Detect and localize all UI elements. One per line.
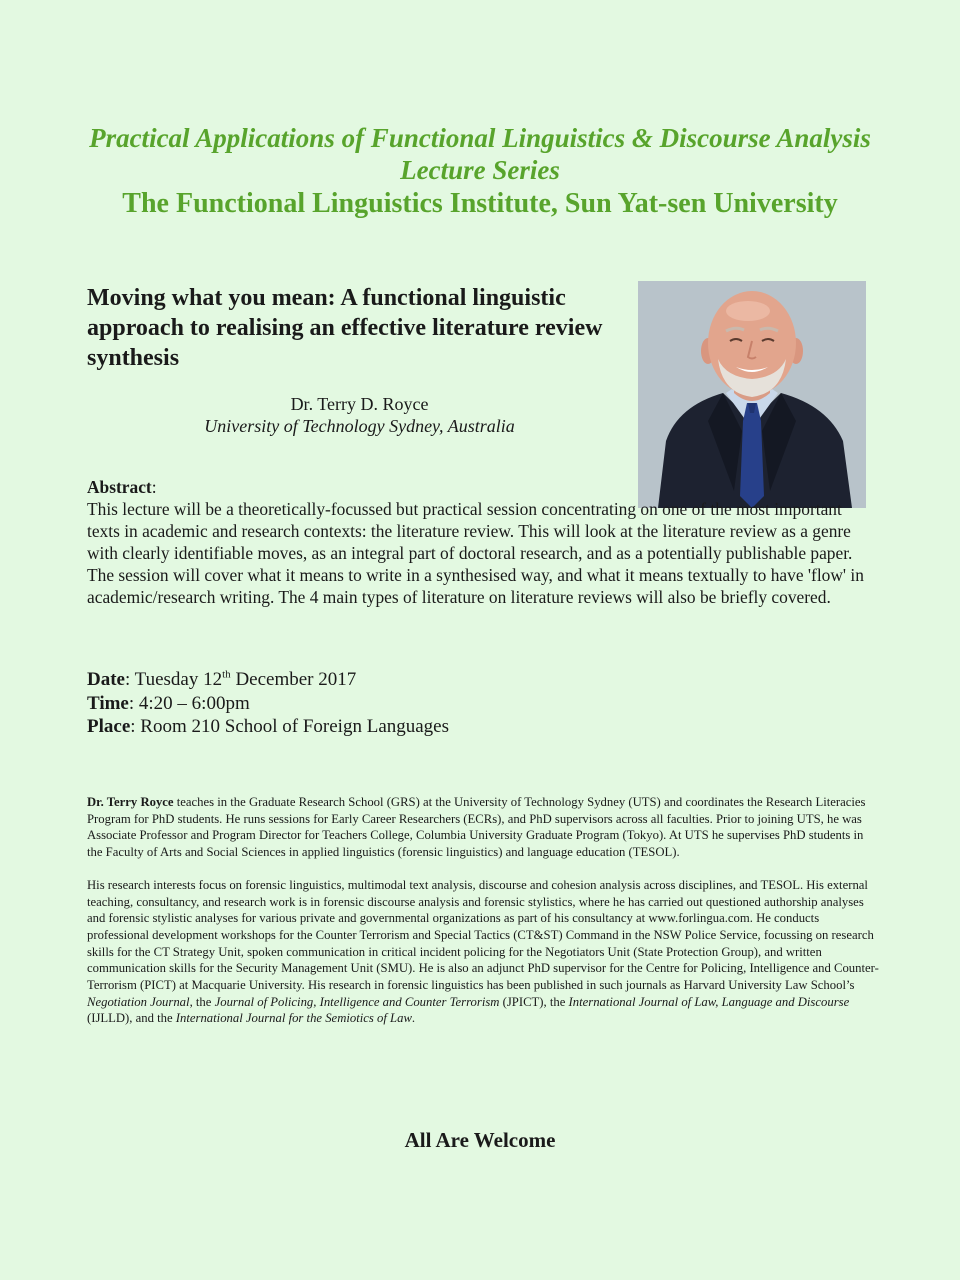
speaker-bio	[87, 794, 882, 1043]
bio-p2-text: His research interests focus on forensic linguistics, multimodal text analysis, discourse and cohesion analysis across disciplines, and TESOL. His external teaching, consultancy, and research work is in forensic discourse analysis and forensic stylistics, where he has carried out questioned authorship analyses and forensic stylistic analyses for various private and governmental organizations as part of his consultancy at www.forlingua.com. He conducts professional development workshops for the Counter Terrorism and Special Tactics (CT&ST) Command in the NSW Police Service, focussing on research skills for the CT Strategy Unit, spoken communication in critical incident policing for the Negotiators Unit (State Protection Group), and written communication skills for the Security Management Unit (SMU). He is also an adjunct PhD supervisor for the Centre for Policing, Intelligence and Counter-Terrorism (PICT) at Macquarie University. His research in forensic linguistics has been published in such journals as Harvard University Law School’s	[87, 877, 879, 993]
abstract-label-colon: :	[151, 477, 157, 497]
journal-4: International Journal for the Semiotics of Law	[175, 1011, 412, 1026]
date-ordinal: th	[222, 668, 231, 681]
event-details	[87, 668, 787, 739]
place-label: Place	[87, 716, 131, 737]
bio-sep-3: (IJLLD), and the	[87, 1011, 176, 1026]
series-header	[0, 122, 960, 222]
bio-paragraph-1	[87, 794, 882, 861]
place-line	[87, 715, 787, 739]
series-title-line2: Lecture Series	[400, 155, 560, 185]
date-label: Date	[87, 669, 125, 690]
abstract-label-block	[87, 477, 157, 497]
speaker-portrait-image	[638, 281, 866, 508]
institute-name: The Functional Linguistics Institute, Sun Yat-sen University	[122, 188, 838, 219]
bio-sep-2: (JPICT), the	[499, 994, 569, 1009]
welcome-message: All Are Welcome	[404, 1128, 556, 1152]
series-title-line1: Practical Applications of Functional Linguistics & Discourse Analysis	[89, 123, 871, 153]
speaker-affiliation: University of Technology Sydney, Australia	[204, 416, 515, 436]
time-label: Time	[87, 692, 129, 714]
journal-1: Negotiation Journal	[87, 994, 190, 1009]
bio-paragraph-2	[87, 877, 882, 1027]
date-line	[87, 668, 787, 692]
time-value: : 4:20 – 6:00pm	[128, 692, 250, 714]
journal-2: Journal of Policing, Intelligence and Counter Terrorism	[214, 994, 500, 1009]
bio-end: .	[411, 1011, 416, 1026]
speaker-name: Dr. Terry D. Royce	[290, 394, 429, 414]
lecture-title: Moving what you mean: A functional linguistic approach to realising an effective literature review synthesis	[87, 285, 603, 371]
date-prefix: : Tuesday 12	[124, 669, 223, 690]
abstract-section	[87, 476, 877, 608]
place-value: : Room 210 School of Foreign Languages	[130, 716, 450, 737]
bio-sep-1: , the	[189, 994, 215, 1009]
journal-3: International Journal of Law, Language and Discourse	[568, 994, 850, 1009]
date-suffix: December 2017	[230, 669, 357, 690]
speaker-photo	[638, 281, 866, 508]
abstract-label: Abstract	[87, 477, 152, 497]
time-line	[87, 692, 787, 716]
bio-name: Dr. Terry Royce	[87, 795, 174, 809]
abstract-text: This lecture will be a theoretically-focussed but practical session concentrating on one of the most important texts in academic and research contexts: the literature review. This will look at the literature review as a genre with clearly identifiable moves, as an integral part of doctoral research, and as a potentially publishable paper. The session will cover what it means to write in a synthesised way, and what it means textually to have 'flow' in academic/research writing. The 4 main types of literature on literature reviews will also be briefly covered.	[87, 499, 864, 607]
speaker-block	[87, 393, 632, 437]
bio-p1-text: teaches in the Graduate Research School (GRS) at the University of Technology Sydney (UTS) and coordinates the Research Literacies Program for PhD students. He runs sessions for Early Career Researchers (ECRs), and PhD supervisors across all faculties. Prior to joining UTS, he was Associate Professor and Program Director for Teachers College, Columbia University Graduate Program (Tokyo). At UTS he supervises PhD students in the Faculty of Arts and Social Sciences in applied linguistics (forensic linguistics) and language education (TESOL).	[87, 795, 866, 860]
